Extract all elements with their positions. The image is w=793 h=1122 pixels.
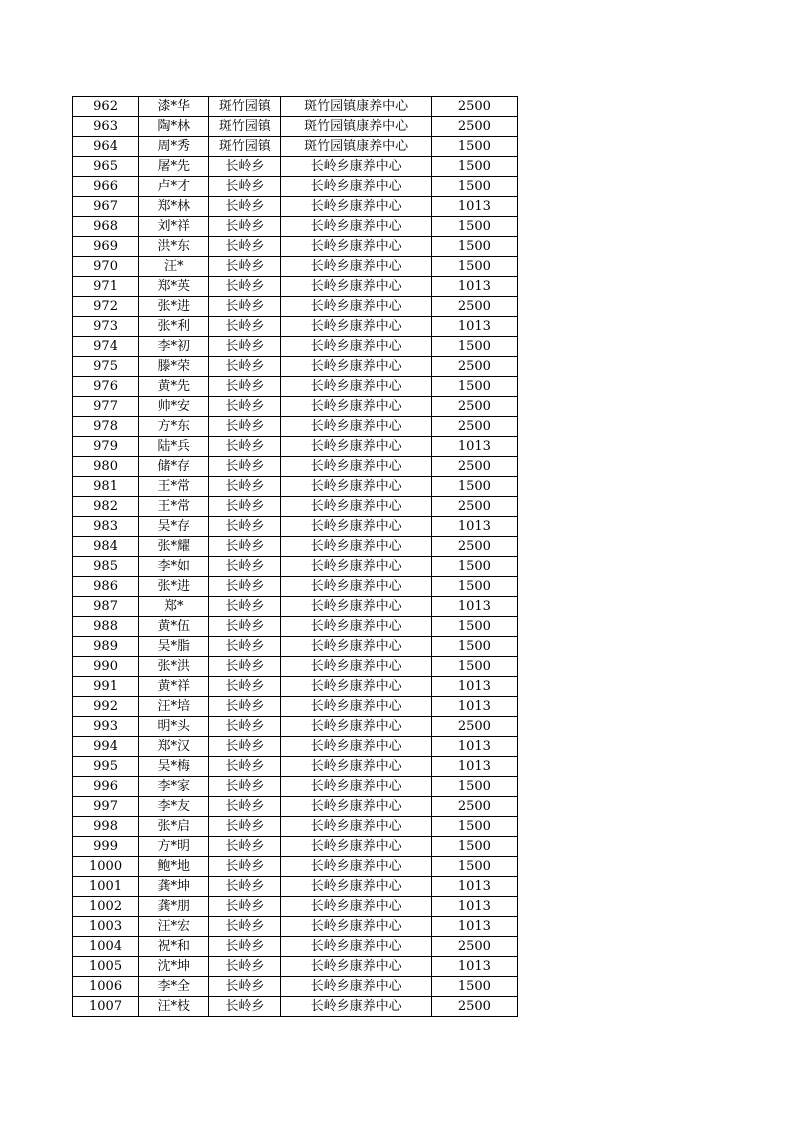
row-number-cell: 997: [73, 797, 139, 817]
table-row: [73, 717, 518, 737]
row-number-cell: 963: [73, 117, 139, 137]
table-row: [73, 557, 518, 577]
town-cell: 长岭乡: [209, 357, 281, 377]
table-row: [73, 617, 518, 637]
town-cell: 长岭乡: [209, 737, 281, 757]
row-number-cell: 1006: [73, 977, 139, 997]
amount-cell: 2500: [431, 797, 517, 817]
row-number-cell: 985: [73, 557, 139, 577]
row-number-cell: 975: [73, 357, 139, 377]
amount-cell: 1500: [431, 217, 517, 237]
person-name-cell: 黄*祥: [139, 677, 209, 697]
town-cell: 长岭乡: [209, 517, 281, 537]
row-number-cell: 989: [73, 637, 139, 657]
town-cell: 斑竹园镇: [209, 97, 281, 117]
town-cell: 长岭乡: [209, 537, 281, 557]
care-center-cell: 长岭乡康养中心: [281, 457, 431, 477]
amount-cell: 1013: [431, 277, 517, 297]
town-cell: 长岭乡: [209, 217, 281, 237]
row-number-cell: 962: [73, 97, 139, 117]
town-cell: 长岭乡: [209, 257, 281, 277]
table-row: [73, 977, 518, 997]
town-cell: 长岭乡: [209, 917, 281, 937]
table-row: [73, 577, 518, 597]
care-center-cell: 长岭乡康养中心: [281, 257, 431, 277]
town-cell: 长岭乡: [209, 437, 281, 457]
care-center-cell: 长岭乡康养中心: [281, 717, 431, 737]
person-name-cell: 李*全: [139, 977, 209, 997]
person-name-cell: 吴*脂: [139, 637, 209, 657]
amount-cell: 1013: [431, 697, 517, 717]
table-row: [73, 777, 518, 797]
amount-cell: 2500: [431, 417, 517, 437]
person-name-cell: 周*秀: [139, 137, 209, 157]
table-row: [73, 517, 518, 537]
row-number-cell: 982: [73, 497, 139, 517]
person-name-cell: 郑*英: [139, 277, 209, 297]
care-center-cell: 长岭乡康养中心: [281, 597, 431, 617]
amount-cell: 1013: [431, 677, 517, 697]
row-number-cell: 979: [73, 437, 139, 457]
town-cell: 长岭乡: [209, 977, 281, 997]
amount-cell: 1500: [431, 557, 517, 577]
person-name-cell: 黄*先: [139, 377, 209, 397]
person-name-cell: 张*耀: [139, 537, 209, 557]
table-row: [73, 437, 518, 457]
care-center-cell: 长岭乡康养中心: [281, 677, 431, 697]
town-cell: 长岭乡: [209, 757, 281, 777]
row-number-cell: 964: [73, 137, 139, 157]
amount-cell: 1013: [431, 957, 517, 977]
row-number-cell: 992: [73, 697, 139, 717]
table-row: [73, 97, 518, 117]
amount-cell: 1500: [431, 977, 517, 997]
person-name-cell: 储*存: [139, 457, 209, 477]
amount-cell: 1500: [431, 377, 517, 397]
row-number-cell: 983: [73, 517, 139, 537]
person-name-cell: 鲍*地: [139, 857, 209, 877]
amount-cell: 1500: [431, 577, 517, 597]
town-cell: 长岭乡: [209, 177, 281, 197]
care-center-cell: 长岭乡康养中心: [281, 977, 431, 997]
town-cell: 长岭乡: [209, 197, 281, 217]
town-cell: 长岭乡: [209, 897, 281, 917]
table-row: [73, 537, 518, 557]
person-name-cell: 汪*培: [139, 697, 209, 717]
town-cell: 长岭乡: [209, 857, 281, 877]
row-number-cell: 978: [73, 417, 139, 437]
table-row: [73, 277, 518, 297]
table-row: [73, 737, 518, 757]
row-number-cell: 968: [73, 217, 139, 237]
care-center-cell: 长岭乡康养中心: [281, 277, 431, 297]
amount-cell: 1500: [431, 617, 517, 637]
care-center-cell: 长岭乡康养中心: [281, 837, 431, 857]
person-name-cell: 王*常: [139, 497, 209, 517]
row-number-cell: 993: [73, 717, 139, 737]
care-center-cell: 长岭乡康养中心: [281, 817, 431, 837]
person-name-cell: 李*初: [139, 337, 209, 357]
amount-cell: 1013: [431, 737, 517, 757]
care-center-cell: 长岭乡康养中心: [281, 497, 431, 517]
person-name-cell: 汪*宏: [139, 917, 209, 937]
care-center-cell: 长岭乡康养中心: [281, 777, 431, 797]
town-cell: 长岭乡: [209, 597, 281, 617]
care-center-cell: 长岭乡康养中心: [281, 397, 431, 417]
table-row: [73, 837, 518, 857]
row-number-cell: 994: [73, 737, 139, 757]
row-number-cell: 999: [73, 837, 139, 857]
care-center-cell: 长岭乡康养中心: [281, 537, 431, 557]
person-name-cell: 李*家: [139, 777, 209, 797]
table-row: [73, 117, 518, 137]
town-cell: 长岭乡: [209, 877, 281, 897]
person-name-cell: 郑*汉: [139, 737, 209, 757]
person-name-cell: 方*东: [139, 417, 209, 437]
amount-cell: 1500: [431, 137, 517, 157]
amount-cell: 1013: [431, 877, 517, 897]
town-cell: 长岭乡: [209, 577, 281, 597]
row-number-cell: 998: [73, 817, 139, 837]
amount-cell: 1500: [431, 157, 517, 177]
table-row: [73, 677, 518, 697]
amount-cell: 2500: [431, 117, 517, 137]
table-row: [73, 917, 518, 937]
town-cell: 长岭乡: [209, 397, 281, 417]
table-row: [73, 257, 518, 277]
table-row: [73, 657, 518, 677]
person-name-cell: 漆*华: [139, 97, 209, 117]
amount-cell: 1013: [431, 517, 517, 537]
amount-cell: 1500: [431, 237, 517, 257]
table-row: [73, 497, 518, 517]
table-row: [73, 237, 518, 257]
row-number-cell: 988: [73, 617, 139, 637]
amount-cell: 1500: [431, 777, 517, 797]
person-name-cell: 张*进: [139, 577, 209, 597]
person-name-cell: 张*启: [139, 817, 209, 837]
town-cell: 长岭乡: [209, 277, 281, 297]
town-cell: 斑竹园镇: [209, 137, 281, 157]
care-center-cell: 长岭乡康养中心: [281, 297, 431, 317]
care-center-cell: 长岭乡康养中心: [281, 877, 431, 897]
town-cell: 长岭乡: [209, 637, 281, 657]
town-cell: 长岭乡: [209, 237, 281, 257]
amount-cell: 1500: [431, 177, 517, 197]
care-center-cell: 长岭乡康养中心: [281, 697, 431, 717]
amount-cell: 1013: [431, 317, 517, 337]
amount-cell: 1500: [431, 657, 517, 677]
care-center-cell: 长岭乡康养中心: [281, 577, 431, 597]
table-row: [73, 897, 518, 917]
care-center-cell: 长岭乡康养中心: [281, 957, 431, 977]
care-center-cell: 长岭乡康养中心: [281, 757, 431, 777]
person-name-cell: 郑*: [139, 597, 209, 617]
amount-cell: 1013: [431, 197, 517, 217]
care-center-cell: 长岭乡康养中心: [281, 357, 431, 377]
amount-cell: 2500: [431, 297, 517, 317]
care-center-cell: 长岭乡康养中心: [281, 517, 431, 537]
row-number-cell: 1002: [73, 897, 139, 917]
person-name-cell: 祝*和: [139, 937, 209, 957]
row-number-cell: 972: [73, 297, 139, 317]
table-row: [73, 597, 518, 617]
person-name-cell: 吴*存: [139, 517, 209, 537]
amount-cell: 2500: [431, 457, 517, 477]
person-name-cell: 洪*东: [139, 237, 209, 257]
person-name-cell: 汪*: [139, 257, 209, 277]
town-cell: 长岭乡: [209, 777, 281, 797]
row-number-cell: 996: [73, 777, 139, 797]
person-name-cell: 陆*兵: [139, 437, 209, 457]
care-center-cell: 长岭乡康养中心: [281, 557, 431, 577]
town-cell: 长岭乡: [209, 677, 281, 697]
table-row: [73, 937, 518, 957]
care-center-cell: 长岭乡康养中心: [281, 857, 431, 877]
row-number-cell: 1004: [73, 937, 139, 957]
row-number-cell: 969: [73, 237, 139, 257]
amount-cell: 1500: [431, 637, 517, 657]
table-row: [73, 877, 518, 897]
table-row: [73, 477, 518, 497]
person-name-cell: 沈*坤: [139, 957, 209, 977]
person-name-cell: 龚*朋: [139, 897, 209, 917]
person-name-cell: 张*利: [139, 317, 209, 337]
roster-table: [72, 96, 518, 1017]
row-number-cell: 973: [73, 317, 139, 337]
table-row: [73, 337, 518, 357]
town-cell: 长岭乡: [209, 157, 281, 177]
row-number-cell: 970: [73, 257, 139, 277]
person-name-cell: 汪*枝: [139, 997, 209, 1017]
town-cell: 斑竹园镇: [209, 117, 281, 137]
care-center-cell: 长岭乡康养中心: [281, 417, 431, 437]
person-name-cell: 明*头: [139, 717, 209, 737]
care-center-cell: 长岭乡康养中心: [281, 617, 431, 637]
table-row: [73, 637, 518, 657]
amount-cell: 2500: [431, 997, 517, 1017]
town-cell: 长岭乡: [209, 497, 281, 517]
care-center-cell: 长岭乡康养中心: [281, 197, 431, 217]
table-row: [73, 317, 518, 337]
care-center-cell: 长岭乡康养中心: [281, 317, 431, 337]
person-name-cell: 郑*林: [139, 197, 209, 217]
town-cell: 长岭乡: [209, 957, 281, 977]
amount-cell: 1013: [431, 897, 517, 917]
row-number-cell: 986: [73, 577, 139, 597]
person-name-cell: 张*进: [139, 297, 209, 317]
amount-cell: 1500: [431, 337, 517, 357]
care-center-cell: 长岭乡康养中心: [281, 217, 431, 237]
town-cell: 长岭乡: [209, 317, 281, 337]
town-cell: 长岭乡: [209, 617, 281, 637]
amount-cell: 1500: [431, 817, 517, 837]
amount-cell: 2500: [431, 537, 517, 557]
row-number-cell: 971: [73, 277, 139, 297]
amount-cell: 2500: [431, 717, 517, 737]
amount-cell: 1013: [431, 917, 517, 937]
table-row: [73, 137, 518, 157]
row-number-cell: 977: [73, 397, 139, 417]
person-name-cell: 刘*祥: [139, 217, 209, 237]
town-cell: 长岭乡: [209, 457, 281, 477]
table-row: [73, 377, 518, 397]
town-cell: 长岭乡: [209, 997, 281, 1017]
person-name-cell: 卢*才: [139, 177, 209, 197]
care-center-cell: 长岭乡康养中心: [281, 897, 431, 917]
amount-cell: 1500: [431, 257, 517, 277]
row-number-cell: 1000: [73, 857, 139, 877]
row-number-cell: 1007: [73, 997, 139, 1017]
person-name-cell: 屠*先: [139, 157, 209, 177]
person-name-cell: 吴*梅: [139, 757, 209, 777]
care-center-cell: 长岭乡康养中心: [281, 237, 431, 257]
row-number-cell: 974: [73, 337, 139, 357]
town-cell: 长岭乡: [209, 337, 281, 357]
person-name-cell: 方*明: [139, 837, 209, 857]
row-number-cell: 995: [73, 757, 139, 777]
row-number-cell: 1003: [73, 917, 139, 937]
town-cell: 长岭乡: [209, 417, 281, 437]
roster-table-body: [73, 97, 518, 1017]
table-row: [73, 797, 518, 817]
care-center-cell: 长岭乡康养中心: [281, 337, 431, 357]
row-number-cell: 966: [73, 177, 139, 197]
table-row: [73, 957, 518, 977]
row-number-cell: 981: [73, 477, 139, 497]
care-center-cell: 长岭乡康养中心: [281, 637, 431, 657]
care-center-cell: 长岭乡康养中心: [281, 797, 431, 817]
care-center-cell: 斑竹园镇康养中心: [281, 137, 431, 157]
table-row: [73, 197, 518, 217]
person-name-cell: 龚*坤: [139, 877, 209, 897]
row-number-cell: 967: [73, 197, 139, 217]
amount-cell: 1013: [431, 597, 517, 617]
row-number-cell: 965: [73, 157, 139, 177]
amount-cell: 2500: [431, 97, 517, 117]
care-center-cell: 斑竹园镇康养中心: [281, 117, 431, 137]
amount-cell: 1013: [431, 437, 517, 457]
table-row: [73, 857, 518, 877]
amount-cell: 1500: [431, 857, 517, 877]
amount-cell: 2500: [431, 397, 517, 417]
row-number-cell: 976: [73, 377, 139, 397]
amount-cell: 2500: [431, 497, 517, 517]
person-name-cell: 王*常: [139, 477, 209, 497]
town-cell: 长岭乡: [209, 557, 281, 577]
amount-cell: 1500: [431, 837, 517, 857]
town-cell: 长岭乡: [209, 837, 281, 857]
town-cell: 长岭乡: [209, 657, 281, 677]
person-name-cell: 李*友: [139, 797, 209, 817]
table-row: [73, 357, 518, 377]
table-row: [73, 997, 518, 1017]
town-cell: 长岭乡: [209, 797, 281, 817]
person-name-cell: 李*如: [139, 557, 209, 577]
table-row: [73, 457, 518, 477]
table-row: [73, 817, 518, 837]
care-center-cell: 斑竹园镇康养中心: [281, 97, 431, 117]
town-cell: 长岭乡: [209, 377, 281, 397]
table-row: [73, 757, 518, 777]
care-center-cell: 长岭乡康养中心: [281, 917, 431, 937]
row-number-cell: 1005: [73, 957, 139, 977]
person-name-cell: 滕*荣: [139, 357, 209, 377]
table-row: [73, 397, 518, 417]
row-number-cell: 980: [73, 457, 139, 477]
amount-cell: 2500: [431, 937, 517, 957]
town-cell: 长岭乡: [209, 697, 281, 717]
row-number-cell: 984: [73, 537, 139, 557]
care-center-cell: 长岭乡康养中心: [281, 997, 431, 1017]
row-number-cell: 987: [73, 597, 139, 617]
care-center-cell: 长岭乡康养中心: [281, 377, 431, 397]
table-row: [73, 177, 518, 197]
care-center-cell: 长岭乡康养中心: [281, 477, 431, 497]
care-center-cell: 长岭乡康养中心: [281, 657, 431, 677]
person-name-cell: 陶*林: [139, 117, 209, 137]
town-cell: 长岭乡: [209, 937, 281, 957]
town-cell: 长岭乡: [209, 817, 281, 837]
row-number-cell: 1001: [73, 877, 139, 897]
care-center-cell: 长岭乡康养中心: [281, 177, 431, 197]
person-name-cell: 黄*伍: [139, 617, 209, 637]
amount-cell: 2500: [431, 357, 517, 377]
amount-cell: 1013: [431, 757, 517, 777]
person-name-cell: 张*洪: [139, 657, 209, 677]
table-row: [73, 157, 518, 177]
person-name-cell: 帅*安: [139, 397, 209, 417]
care-center-cell: 长岭乡康养中心: [281, 937, 431, 957]
care-center-cell: 长岭乡康养中心: [281, 157, 431, 177]
table-row: [73, 417, 518, 437]
table-row: [73, 697, 518, 717]
care-center-cell: 长岭乡康养中心: [281, 737, 431, 757]
town-cell: 长岭乡: [209, 477, 281, 497]
care-center-cell: 长岭乡康养中心: [281, 437, 431, 457]
table-row: [73, 297, 518, 317]
town-cell: 长岭乡: [209, 297, 281, 317]
row-number-cell: 991: [73, 677, 139, 697]
amount-cell: 1500: [431, 477, 517, 497]
row-number-cell: 990: [73, 657, 139, 677]
town-cell: 长岭乡: [209, 717, 281, 737]
table-row: [73, 217, 518, 237]
